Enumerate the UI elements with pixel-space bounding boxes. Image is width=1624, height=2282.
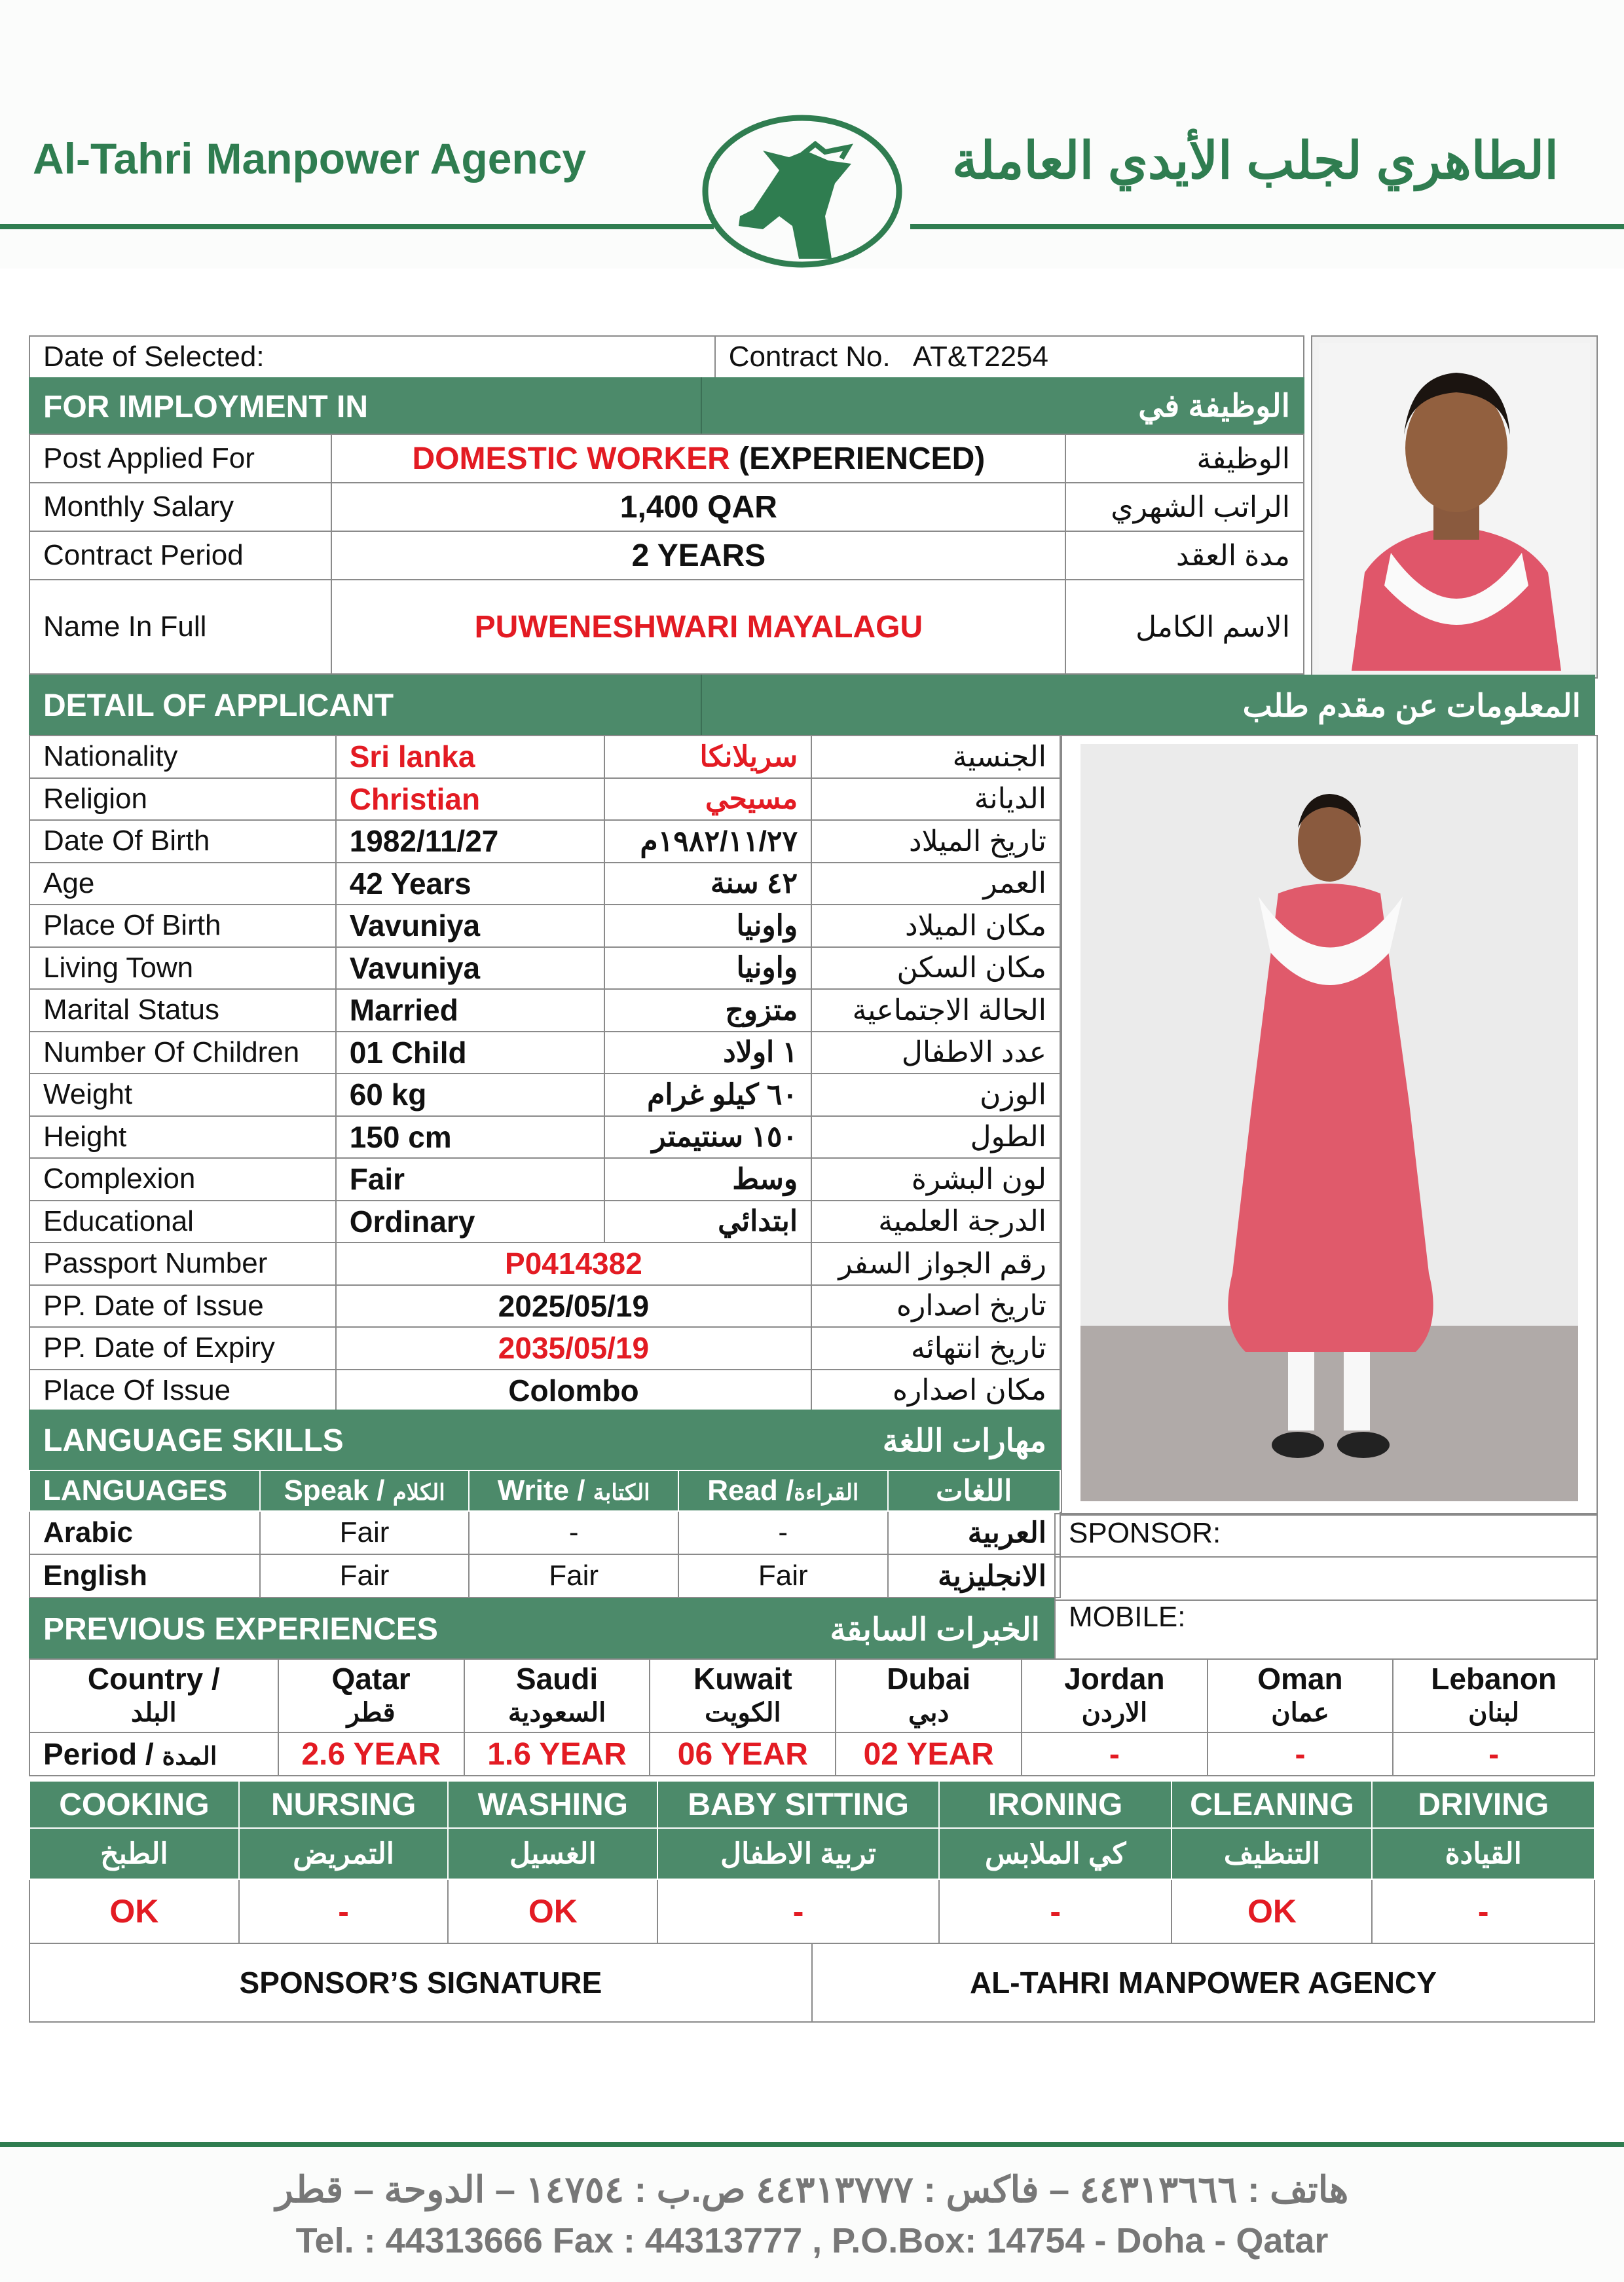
applicant-row — [29, 1116, 1060, 1159]
field-value: 2025/05/19 — [336, 1285, 811, 1328]
name-value: PUWENESHWARI MAYALAGU — [331, 580, 1065, 674]
field-value: 1982/11/27 — [336, 820, 605, 863]
read-header: Read /القراءة — [678, 1470, 888, 1511]
field-label-ar: عدد الاطفال — [811, 1032, 1060, 1074]
languages-header-ar: اللغات — [888, 1470, 1060, 1511]
field-label: Place Of Issue — [29, 1370, 336, 1412]
footer — [0, 2142, 1624, 2282]
field-label: Place Of Birth — [29, 905, 336, 947]
agency-signature-label: AL-TAHRI MANPOWER AGENCY — [812, 1943, 1595, 2022]
post-label-ar: الوظيفة — [1065, 434, 1304, 483]
header-rule-right — [910, 224, 1624, 229]
languages-header: LANGUAGES — [29, 1470, 260, 1511]
applicant-row — [29, 1201, 1060, 1243]
skill-status: - — [1372, 1879, 1595, 1943]
field-value-ar: واونيا — [604, 905, 811, 947]
passport-row — [29, 1327, 1060, 1370]
country-cell: Dubai دبي — [836, 1659, 1022, 1732]
language-row — [29, 1554, 1060, 1598]
field-label: Complexion — [29, 1158, 336, 1201]
language-name-ar: الانجليزية — [888, 1554, 1060, 1598]
skill-name-ar: التمريض — [239, 1828, 449, 1879]
field-label: Age — [29, 863, 336, 905]
field-label-ar: مكان الميلاد — [811, 905, 1060, 947]
footer-contact-en: Tel. : 44313666 Fax : 44313777 , P.O.Box: 14754 - Doha - Qatar — [295, 2221, 1329, 2260]
skill-status: OK — [29, 1879, 239, 1943]
speak-level: Fair — [260, 1511, 470, 1554]
post-value: DOMESTIC WORKER (EXPERIENCED) — [331, 434, 1065, 483]
salary-label-ar: الراتب الشهري — [1065, 483, 1304, 531]
footer-rule — [0, 2142, 1624, 2147]
post-label: Post Applied For — [29, 434, 331, 483]
period-value: 2 YEARS — [331, 531, 1065, 580]
field-value: Christian — [336, 778, 605, 821]
country-period: 1.6 YEAR — [464, 1732, 650, 1776]
skill-name: CLEANING — [1172, 1781, 1372, 1828]
skill-status: - — [239, 1879, 449, 1943]
language-name-ar: العربية — [888, 1511, 1060, 1554]
applicant-row — [29, 989, 1060, 1032]
skill-name-ar: كي الملابس — [939, 1828, 1172, 1879]
field-label: Living Town — [29, 947, 336, 990]
mobile-label: MOBILE: — [1069, 1601, 1186, 1633]
sponsor-label: SPONSOR: — [1069, 1517, 1221, 1549]
field-value-ar: مسيحي — [604, 778, 811, 821]
field-value: Ordinary — [336, 1201, 605, 1243]
mobile-box — [1054, 1598, 1598, 1660]
skill-name-ar: التنظيف — [1172, 1828, 1372, 1879]
applicant-row — [29, 820, 1060, 863]
sponsor-box — [1054, 1513, 1598, 1601]
horse-logo — [701, 111, 904, 269]
applicant-table — [29, 735, 1061, 1412]
skill-name-ar: الطبخ — [29, 1828, 239, 1879]
field-value-ar: واونيا — [604, 947, 811, 990]
name-label: Name In Full — [29, 580, 331, 674]
contract-number: Contract No. AT&T2254 — [715, 336, 1304, 378]
passport-row — [29, 1243, 1060, 1285]
agency-name-en: Al-Tahri Manpower Agency — [33, 134, 587, 183]
field-value: 2035/05/19 — [336, 1327, 811, 1370]
applicant-row — [29, 863, 1060, 905]
field-value: 150 cm — [336, 1116, 605, 1159]
applicant-bar: DETAIL OF APPLICANT المعلومات عن مقدم طلب — [29, 675, 1595, 735]
field-label: Nationality — [29, 736, 336, 778]
write-level: - — [469, 1511, 678, 1554]
skill-name: NURSING — [239, 1781, 449, 1828]
country-label: Country / البلد — [29, 1659, 278, 1732]
header-rule-left — [0, 224, 714, 229]
field-label-ar: مكان اصداره — [811, 1370, 1060, 1412]
country-cell: Oman عمان — [1208, 1659, 1393, 1732]
applicant-row — [29, 905, 1060, 947]
field-value: P0414382 — [336, 1243, 811, 1285]
portrait-photo — [1311, 335, 1598, 679]
skill-name-ar: القيادة — [1372, 1828, 1595, 1879]
skill-status: - — [939, 1879, 1172, 1943]
country-period: 02 YEAR — [836, 1732, 1022, 1776]
skill-name-ar: الغسيل — [448, 1828, 657, 1879]
agency-name-ar: الطاهري لجلب الأيدي العاملة — [951, 132, 1559, 189]
employment-table — [29, 434, 1304, 675]
country-period: - — [1022, 1732, 1208, 1776]
passport-row — [29, 1370, 1060, 1412]
applicant-row — [29, 1032, 1060, 1074]
field-value-ar: وسط — [604, 1158, 811, 1201]
field-value: Vavuniya — [336, 947, 605, 990]
field-label: Religion — [29, 778, 336, 821]
field-label-ar: رقم الجواز السفر — [811, 1243, 1060, 1285]
language-bar: LANGUAGE SKILLS مهارات اللغة — [29, 1410, 1061, 1470]
period-label: Contract Period — [29, 531, 331, 580]
field-label-ar: الوزن — [811, 1074, 1060, 1116]
language-table — [29, 1470, 1061, 1598]
experience-table — [29, 1658, 1595, 1776]
skill-status: OK — [1172, 1879, 1372, 1943]
field-value: Vavuniya — [336, 905, 605, 947]
field-value-ar: ابتدائي — [604, 1201, 811, 1243]
passport-row — [29, 1285, 1060, 1328]
country-cell: Jordan الاردن — [1022, 1659, 1208, 1732]
contract-table — [29, 335, 1304, 379]
skill-name: COOKING — [29, 1781, 239, 1828]
field-label-ar: الحالة الاجتماعية — [811, 989, 1060, 1032]
read-level: Fair — [678, 1554, 888, 1598]
employment-bar: FOR IMPLOYMENT IN الوظيفة في — [29, 377, 1304, 434]
country-cell: Qatar قطر — [278, 1659, 464, 1732]
language-name: English — [29, 1554, 260, 1598]
field-label: PP. Date of Issue — [29, 1285, 336, 1328]
full-body-photo-drawing — [1062, 736, 1596, 1514]
write-level: Fair — [469, 1554, 678, 1598]
write-header: Write / الكتابة — [469, 1470, 678, 1511]
field-label: PP. Date of Expiry — [29, 1327, 336, 1370]
field-value-ar: متزوج — [604, 989, 811, 1032]
field-value-ar: ٤٢ سنة — [604, 863, 811, 905]
country-period: 2.6 YEAR — [278, 1732, 464, 1776]
field-label-ar: الديانة — [811, 778, 1060, 821]
country-cell: Kuwait الكويت — [650, 1659, 836, 1732]
field-value-ar: ١٩٨٢/١١/٢٧م — [604, 820, 811, 863]
field-label-ar: العمر — [811, 863, 1060, 905]
skill-name-ar: تربية الاطفال — [657, 1828, 939, 1879]
skill-name: BABY SITTING — [657, 1781, 939, 1828]
language-row — [29, 1511, 1060, 1554]
country-cell: Lebanon لبنان — [1393, 1659, 1595, 1732]
field-value-ar: ١٥٠ سنتيمتر — [604, 1116, 811, 1159]
portrait-photo-drawing — [1312, 337, 1596, 677]
field-label-ar: تاريخ اصداره — [811, 1285, 1060, 1328]
name-label-ar: الاسم الكامل — [1065, 580, 1304, 674]
date-selected-label: Date of Selected: — [29, 336, 715, 378]
field-label-ar: مكان السكن — [811, 947, 1060, 990]
skill-name: IRONING — [939, 1781, 1172, 1828]
country-period: - — [1393, 1732, 1595, 1776]
footer-contact-ar: هاتف : ٤٤٣١٣٦٦٦ – فاكس : ٤٤٣١٣٧٧٧ ص.ب : ١٤٧٥٤ – الدوحة – قطر — [275, 2169, 1349, 2210]
applicant-row — [29, 736, 1060, 778]
field-label: Date Of Birth — [29, 820, 336, 863]
field-value-ar: سريلانكا — [604, 736, 811, 778]
skill-name: WASHING — [448, 1781, 657, 1828]
read-level: - — [678, 1511, 888, 1554]
country-period: - — [1208, 1732, 1393, 1776]
skill-name: DRIVING — [1372, 1781, 1595, 1828]
signature-table — [29, 1943, 1595, 2023]
speak-header: Speak / الكلام — [260, 1470, 470, 1511]
language-name: Arabic — [29, 1511, 260, 1554]
field-value: Colombo — [336, 1370, 811, 1412]
applicant-row — [29, 1074, 1060, 1116]
field-label-ar: الجنسية — [811, 736, 1060, 778]
field-label: Marital Status — [29, 989, 336, 1032]
field-value: 42 Years — [336, 863, 605, 905]
field-value: 01 Child — [336, 1032, 605, 1074]
field-label: Height — [29, 1116, 336, 1159]
field-label-ar: تاريخ الميلاد — [811, 820, 1060, 863]
experience-bar: PREVIOUS EXPERIENCES الخبرات السابقة — [29, 1598, 1054, 1658]
full-body-photo — [1061, 735, 1598, 1516]
field-label-ar: الدرجة العلمية — [811, 1201, 1060, 1243]
field-value: Sri lanka — [336, 736, 605, 778]
skills-table — [29, 1780, 1595, 1944]
country-cell: Saudi السعودية — [464, 1659, 650, 1732]
field-label-ar: الطول — [811, 1116, 1060, 1159]
field-value: Fair — [336, 1158, 605, 1201]
field-label: Passport Number — [29, 1243, 336, 1285]
field-value: Married — [336, 989, 605, 1032]
salary-value: 1,400 QAR — [331, 483, 1065, 531]
salary-label: Monthly Salary — [29, 483, 331, 531]
field-label: Weight — [29, 1074, 336, 1116]
applicant-row — [29, 778, 1060, 821]
field-value-ar: ٦٠ كيلو غرام — [604, 1074, 811, 1116]
speak-level: Fair — [260, 1554, 470, 1598]
sponsor-signature-label: SPONSOR’S SIGNATURE — [29, 1943, 812, 2022]
letterhead — [0, 0, 1624, 269]
skill-status: - — [657, 1879, 939, 1943]
field-label-ar: تاريخ انتهائه — [811, 1327, 1060, 1370]
period-label-ar: مدة العقد — [1065, 531, 1304, 580]
field-label-ar: لون البشرة — [811, 1158, 1060, 1201]
field-value-ar: ١ اولاد — [604, 1032, 811, 1074]
applicant-row — [29, 1158, 1060, 1201]
period-label: Period / المدة — [29, 1732, 278, 1776]
skill-status: OK — [448, 1879, 657, 1943]
applicant-row — [29, 947, 1060, 990]
field-label: Number Of Children — [29, 1032, 336, 1074]
field-label: Educational — [29, 1201, 336, 1243]
field-value: 60 kg — [336, 1074, 605, 1116]
country-period: 06 YEAR — [650, 1732, 836, 1776]
